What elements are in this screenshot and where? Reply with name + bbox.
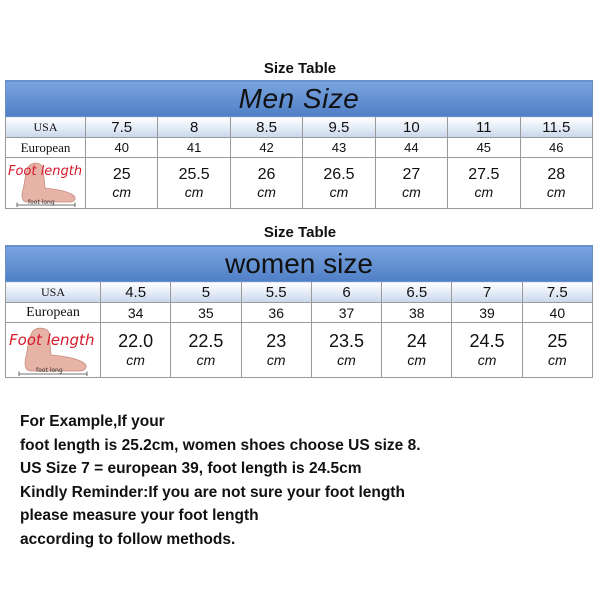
foot-length-unit: cm <box>329 184 349 200</box>
foot-caption: foot long <box>36 367 63 374</box>
eu-size-cell: 46 <box>520 138 592 158</box>
foot-length-value: 24 <box>406 331 427 351</box>
us-size-cell: 8.5 <box>230 117 302 138</box>
foot-length-unit: cm <box>402 184 421 200</box>
foot-length-label: Foot length <box>8 164 83 179</box>
foot-length-value: 24.5 <box>469 331 505 351</box>
us-size-cell: 4.5 <box>101 282 171 303</box>
women-foot-length-row <box>6 323 593 378</box>
us-size-cell: 7.5 <box>522 282 592 303</box>
foot-length-unit: cm <box>548 352 567 368</box>
eu-size-cell: 35 <box>171 303 241 323</box>
us-size-cell: 7.5 <box>86 117 158 138</box>
men-foot-length-row <box>6 158 593 209</box>
men-table-title: Size Table <box>263 60 337 77</box>
foot-length-cell <box>375 158 447 209</box>
foot-length-label: Foot length <box>9 331 95 349</box>
us-size-cell: 9.5 <box>303 117 375 138</box>
foot-caption: foot long <box>28 199 55 206</box>
note-line: For Example,If your <box>20 413 165 430</box>
foot-length-unit: cm <box>477 352 497 368</box>
note-line: US Size 7 = european 39, foot length is 24.5cm <box>20 460 362 477</box>
us-label: USA <box>6 117 86 138</box>
size-advice-note <box>20 410 590 551</box>
us-size-cell: 5 <box>171 282 241 303</box>
eu-size-cell: 43 <box>303 138 375 158</box>
foot-length-label-cell <box>6 323 101 378</box>
foot-length-label-cell <box>6 158 86 209</box>
eu-size-cell: 40 <box>522 303 592 323</box>
foot-length-value: 26.5 <box>323 166 355 183</box>
foot-length-value: 27 <box>402 166 421 183</box>
men-us-row <box>6 117 593 138</box>
us-size-cell: 6 <box>311 282 381 303</box>
foot-length-value: 22.0 <box>118 331 154 351</box>
eu-label: European <box>6 303 101 323</box>
foot-length-unit: cm <box>257 184 276 200</box>
foot-length-cell <box>241 323 311 378</box>
foot-length-cell <box>382 323 452 378</box>
foot-length-cell <box>230 158 302 209</box>
us-label: USA <box>6 282 101 303</box>
note-line: Kindly Reminder:If you are not sure your foot length <box>20 483 405 501</box>
foot-length-cell <box>448 158 520 209</box>
foot-length-value: 25.5 <box>178 166 210 183</box>
women-eu-row <box>6 303 593 323</box>
women-size-table <box>5 245 593 378</box>
women-size-banner: women size <box>6 246 593 282</box>
foot-length-unit: cm <box>126 352 145 368</box>
foot-length-value: 23.5 <box>328 331 364 351</box>
men-size-banner: Men Size <box>6 81 593 117</box>
foot-length-cell <box>101 323 171 378</box>
us-size-cell: 5.5 <box>241 282 311 303</box>
eu-size-cell: 34 <box>101 303 171 323</box>
foot-length-value: 28 <box>547 166 566 183</box>
foot-length-cell <box>158 158 230 209</box>
foot-length-unit: cm <box>196 352 216 368</box>
foot-length-cell <box>522 323 592 378</box>
foot-length-unit: cm <box>337 352 356 368</box>
foot-length-unit: cm <box>184 184 204 200</box>
foot-length-unit: cm <box>407 352 427 368</box>
note-line: please measure your foot length <box>20 507 259 524</box>
foot-length-value: 25 <box>547 331 568 351</box>
foot-length-cell <box>86 158 158 209</box>
eu-size-cell: 44 <box>375 138 447 158</box>
eu-label: European <box>6 138 86 158</box>
men-banner-row <box>6 81 593 117</box>
foot-length-cell <box>452 323 522 378</box>
eu-size-cell: 42 <box>230 138 302 158</box>
us-size-cell: 6.5 <box>382 282 452 303</box>
women-us-row <box>6 282 593 303</box>
eu-size-cell: 41 <box>158 138 230 158</box>
foot-length-unit: cm <box>266 352 286 368</box>
note-line: foot length is 25.2cm, women shoes choose US size 8. <box>20 436 421 454</box>
foot-length-value: 26 <box>257 166 276 183</box>
foot-length-cell <box>520 158 592 209</box>
eu-size-cell: 45 <box>448 138 520 158</box>
foot-length-unit: cm <box>546 184 566 200</box>
foot-length-value: 23 <box>266 331 287 351</box>
us-size-cell: 10 <box>375 117 447 138</box>
eu-size-cell: 39 <box>452 303 522 323</box>
foot-length-value: 25 <box>112 166 131 183</box>
us-size-cell: 11 <box>448 117 520 138</box>
men-size-table <box>5 80 593 209</box>
eu-size-cell: 38 <box>382 303 452 323</box>
foot-length-cell <box>311 323 381 378</box>
eu-size-cell: 40 <box>86 138 158 158</box>
eu-size-cell: 36 <box>241 303 311 323</box>
foot-length-cell <box>171 323 241 378</box>
us-size-cell: 11.5 <box>520 117 592 138</box>
eu-size-cell: 37 <box>311 303 381 323</box>
foot-length-value: 22.5 <box>188 331 224 351</box>
us-size-cell: 8 <box>158 117 230 138</box>
foot-length-cell <box>303 158 375 209</box>
foot-length-unit: cm <box>474 184 494 200</box>
women-banner-row <box>6 246 593 282</box>
note-line: according to follow methods. <box>20 530 236 548</box>
foot-length-unit: cm <box>112 184 132 200</box>
women-table-title: Size Table <box>263 224 337 241</box>
men-eu-row <box>6 138 593 158</box>
foot-length-value: 27.5 <box>468 166 500 183</box>
us-size-cell: 7 <box>452 282 522 303</box>
